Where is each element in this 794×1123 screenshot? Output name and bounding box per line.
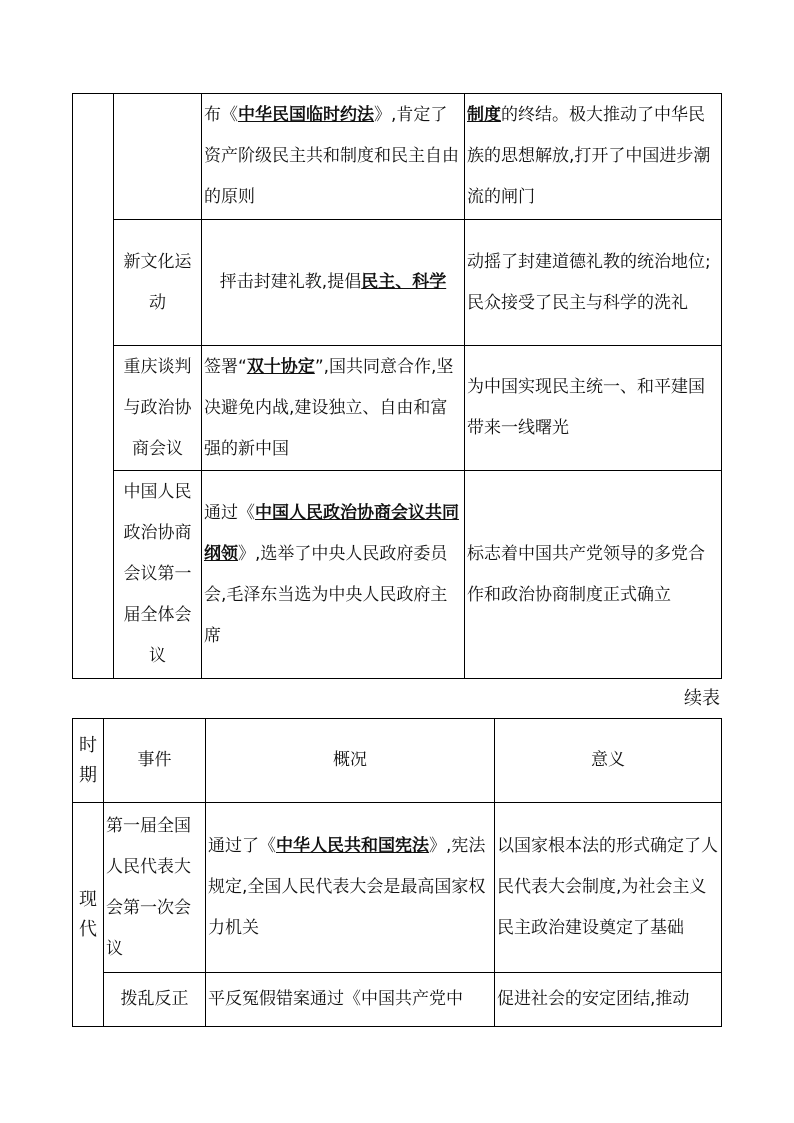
keyword: 制度: [467, 105, 501, 125]
overview-cell: 平反冤假错案通过《中国共产党中: [206, 973, 495, 1027]
keyword: 中华人民共和国宪法: [276, 836, 429, 856]
history-table-part1: [72, 93, 722, 679]
keyword: 中国人民政治协商会议共同纲领: [204, 502, 459, 564]
overview-cell: 布《中华民国临时约法》,肯定了资产阶级民主共和制度和民主自由的原则: [202, 94, 465, 220]
table-row: [73, 471, 722, 679]
overview-cell: 抨击封建礼教,提倡民主、科学: [202, 220, 465, 346]
event-cell: 重庆谈判 与政治协 商会议: [114, 346, 202, 471]
significance-cell: 以国家根本法的形式确定了人民代表大会制度,为社会主义民主政治建设奠定了基础: [495, 803, 722, 973]
significance-cell: 为中国实现民主统一、和平建国带来一线曙光: [465, 346, 722, 471]
event-cell: 第一届全国 人民代表大 会第一次会 议: [104, 803, 206, 973]
header-overview: 概况: [206, 719, 495, 803]
table-row: [73, 803, 722, 973]
table-row: [73, 973, 722, 1027]
keyword: 中华民国临时约法: [238, 105, 374, 125]
overview-cell: 通过了《中华人民共和国宪法》,宪法规定,全国人民代表大会是最高国家权力机关: [206, 803, 495, 973]
header-significance: 意义: [495, 719, 722, 803]
table-row: [73, 346, 722, 471]
period-cell: [73, 94, 114, 679]
history-table-part2: [72, 718, 722, 1027]
event-cell: [114, 94, 202, 220]
significance-cell: 动摇了封建道德礼教的统治地位;民众接受了民主与科学的洗礼: [465, 220, 722, 346]
table-row: [73, 220, 722, 346]
event-cell: 拨乱反正: [104, 973, 206, 1027]
event-cell: 新文化运 动: [114, 220, 202, 346]
overview-cell: 签署“双十协定”,国共同意合作,坚决避免内战,建设独立、自由和富强的新中国: [202, 346, 465, 471]
continued-label: 续表: [684, 688, 720, 709]
overview-cell: 通过《中国人民政治协商会议共同纲领》,选举了中央人民政府委员会,毛泽东当选为中央人民政府主席: [202, 471, 465, 679]
significance-cell: 促进社会的安定团结,推动: [495, 973, 722, 1027]
table-row: [73, 94, 722, 220]
significance-cell: 标志着中国共产党领导的多党合作和政治协商制度正式确立: [465, 471, 722, 679]
event-cell: 中国人民 政治协商 会议第一 届全体会 议: [114, 471, 202, 679]
keyword: 民主、科学: [361, 272, 447, 292]
keyword: 双十协定: [246, 356, 315, 377]
significance-cell: 制度的终结。极大推动了中华民族的思想解放,打开了中国进步潮流的闸门: [465, 94, 722, 220]
period-cell: 现 代: [73, 803, 104, 1027]
header-period: 时 期: [73, 719, 104, 803]
header-event: 事件: [104, 719, 206, 803]
table-header-row: [73, 719, 722, 803]
